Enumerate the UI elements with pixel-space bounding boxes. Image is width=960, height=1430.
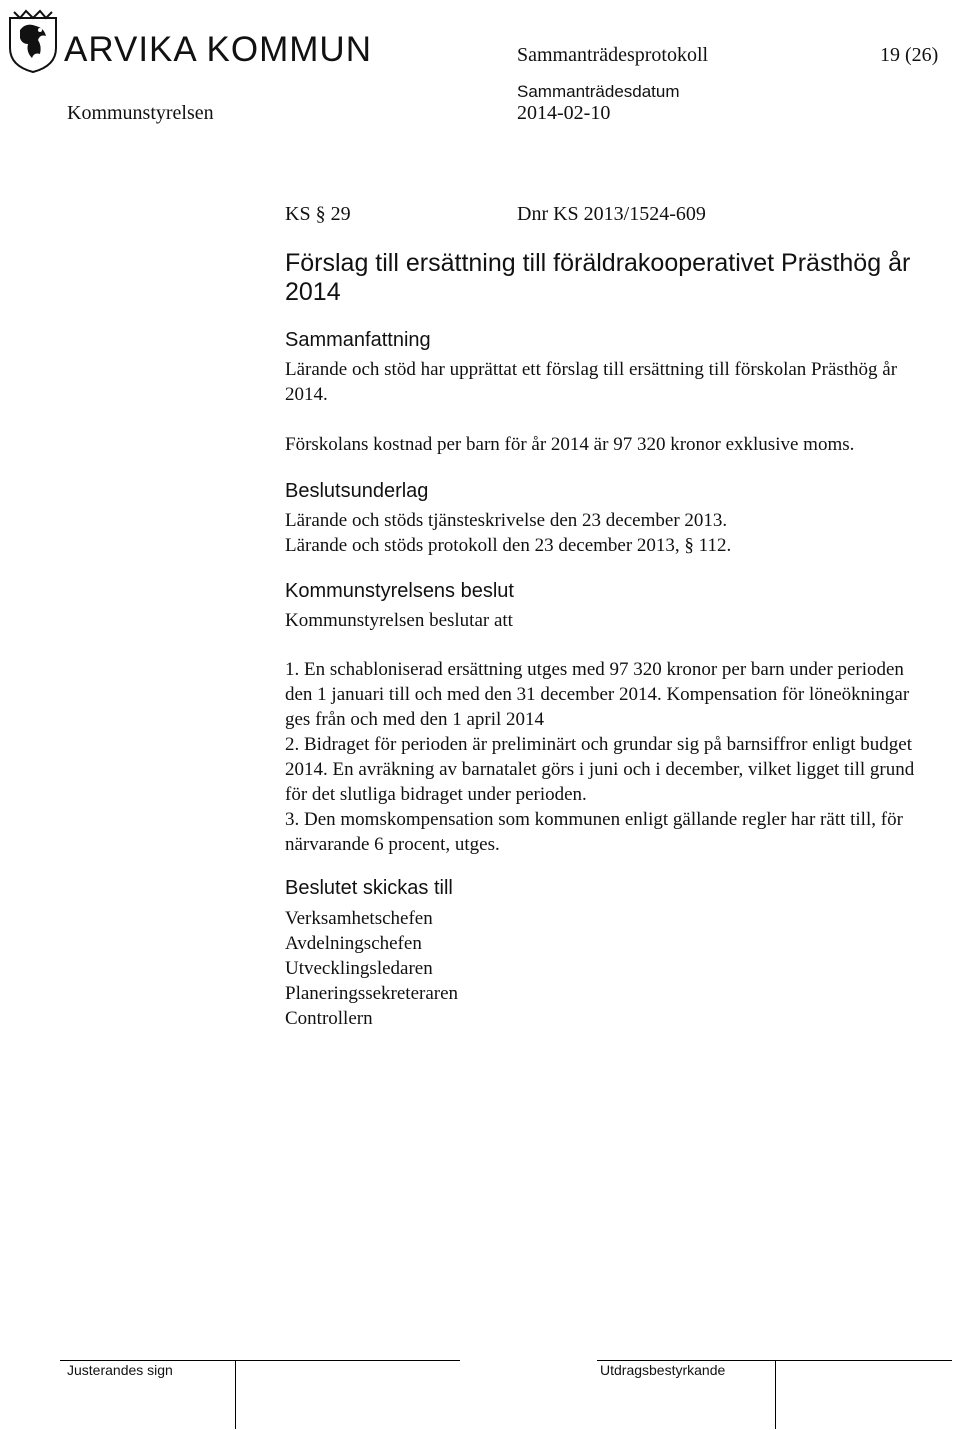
recipient: Planeringssekreteraren bbox=[285, 983, 459, 1004]
document-type: Sammanträdesprotokoll bbox=[517, 44, 709, 66]
decision-item: 3. Den momskompensation som kommunen enligt gällande regler har rätt till, för närvarande 6 procent, utges. bbox=[285, 809, 903, 855]
recipients-heading: Beslutet skickas till bbox=[285, 877, 453, 899]
municipal-coat-of-arms-icon bbox=[6, 8, 60, 74]
recipients-list bbox=[285, 906, 458, 1031]
summary-heading: Sammanfattning bbox=[285, 329, 431, 351]
case-registration-number: Dnr KS 2013/1524-609 bbox=[517, 203, 706, 225]
decision-item: 2. Bidraget för perioden är preliminärt och grundar sig på barnsiffror enligt budget 2014. En avräkning av barnatalet görs i juni och i december, vilket ligget till grund för det slutliga bidraget under perioden. bbox=[285, 734, 915, 805]
basis-heading: Beslutsunderlag bbox=[285, 480, 429, 502]
summary-paragraph: Lärande och stöd har upprättat ett förslag till ersättning till förskolan Prästhög år 2014. bbox=[285, 359, 898, 405]
decision-heading: Kommunstyrelsens beslut bbox=[285, 580, 514, 602]
recipient: Verksamhetschefen bbox=[285, 908, 433, 929]
brand-name: ARVIKA KOMMUN bbox=[64, 30, 372, 69]
basis-item: Lärande och stöds protokoll den 23 december 2013, § 112. bbox=[285, 535, 732, 556]
page-title: Förslag till ersättning till föräldrakooperativet Prästhög år 2014 bbox=[285, 249, 911, 306]
footer-extract-label: Utdragsbestyrkande bbox=[600, 1362, 726, 1378]
footer-signature-label: Justerandes sign bbox=[67, 1362, 173, 1378]
recipient: Utvecklingsledaren bbox=[285, 958, 433, 979]
board-name: Kommunstyrelsen bbox=[67, 102, 214, 124]
meeting-date: 2014-02-10 bbox=[517, 102, 611, 124]
decision-intro: Kommunstyrelsen beslutar att bbox=[285, 610, 513, 631]
decision-list bbox=[285, 657, 935, 857]
basis-item: Lärande och stöds tjänsteskrivelse den 23 december 2013. bbox=[285, 510, 728, 531]
page-number: 19 (26) bbox=[880, 44, 939, 66]
signature-box-border bbox=[235, 1361, 236, 1429]
recipient: Controllern bbox=[285, 1008, 373, 1029]
meeting-date-label: Sammanträdesdatum bbox=[517, 82, 680, 101]
footer-divider bbox=[60, 1360, 460, 1361]
case-paragraph-number: KS § 29 bbox=[285, 203, 351, 225]
summary-cost-paragraph: Förskolans kostnad per barn för år 2014 är 97 320 kronor exklusive moms. bbox=[285, 434, 855, 455]
signature-box-border bbox=[775, 1361, 776, 1429]
recipient: Avdelningschefen bbox=[285, 933, 422, 954]
decision-item: 1. En schabloniserad ersättning utges med 97 320 kronor per barn under perioden den 1 januari till och med den 31 december 2014. Kompensation för löneökningar ges från och med den 1 april 2014 bbox=[285, 659, 910, 730]
